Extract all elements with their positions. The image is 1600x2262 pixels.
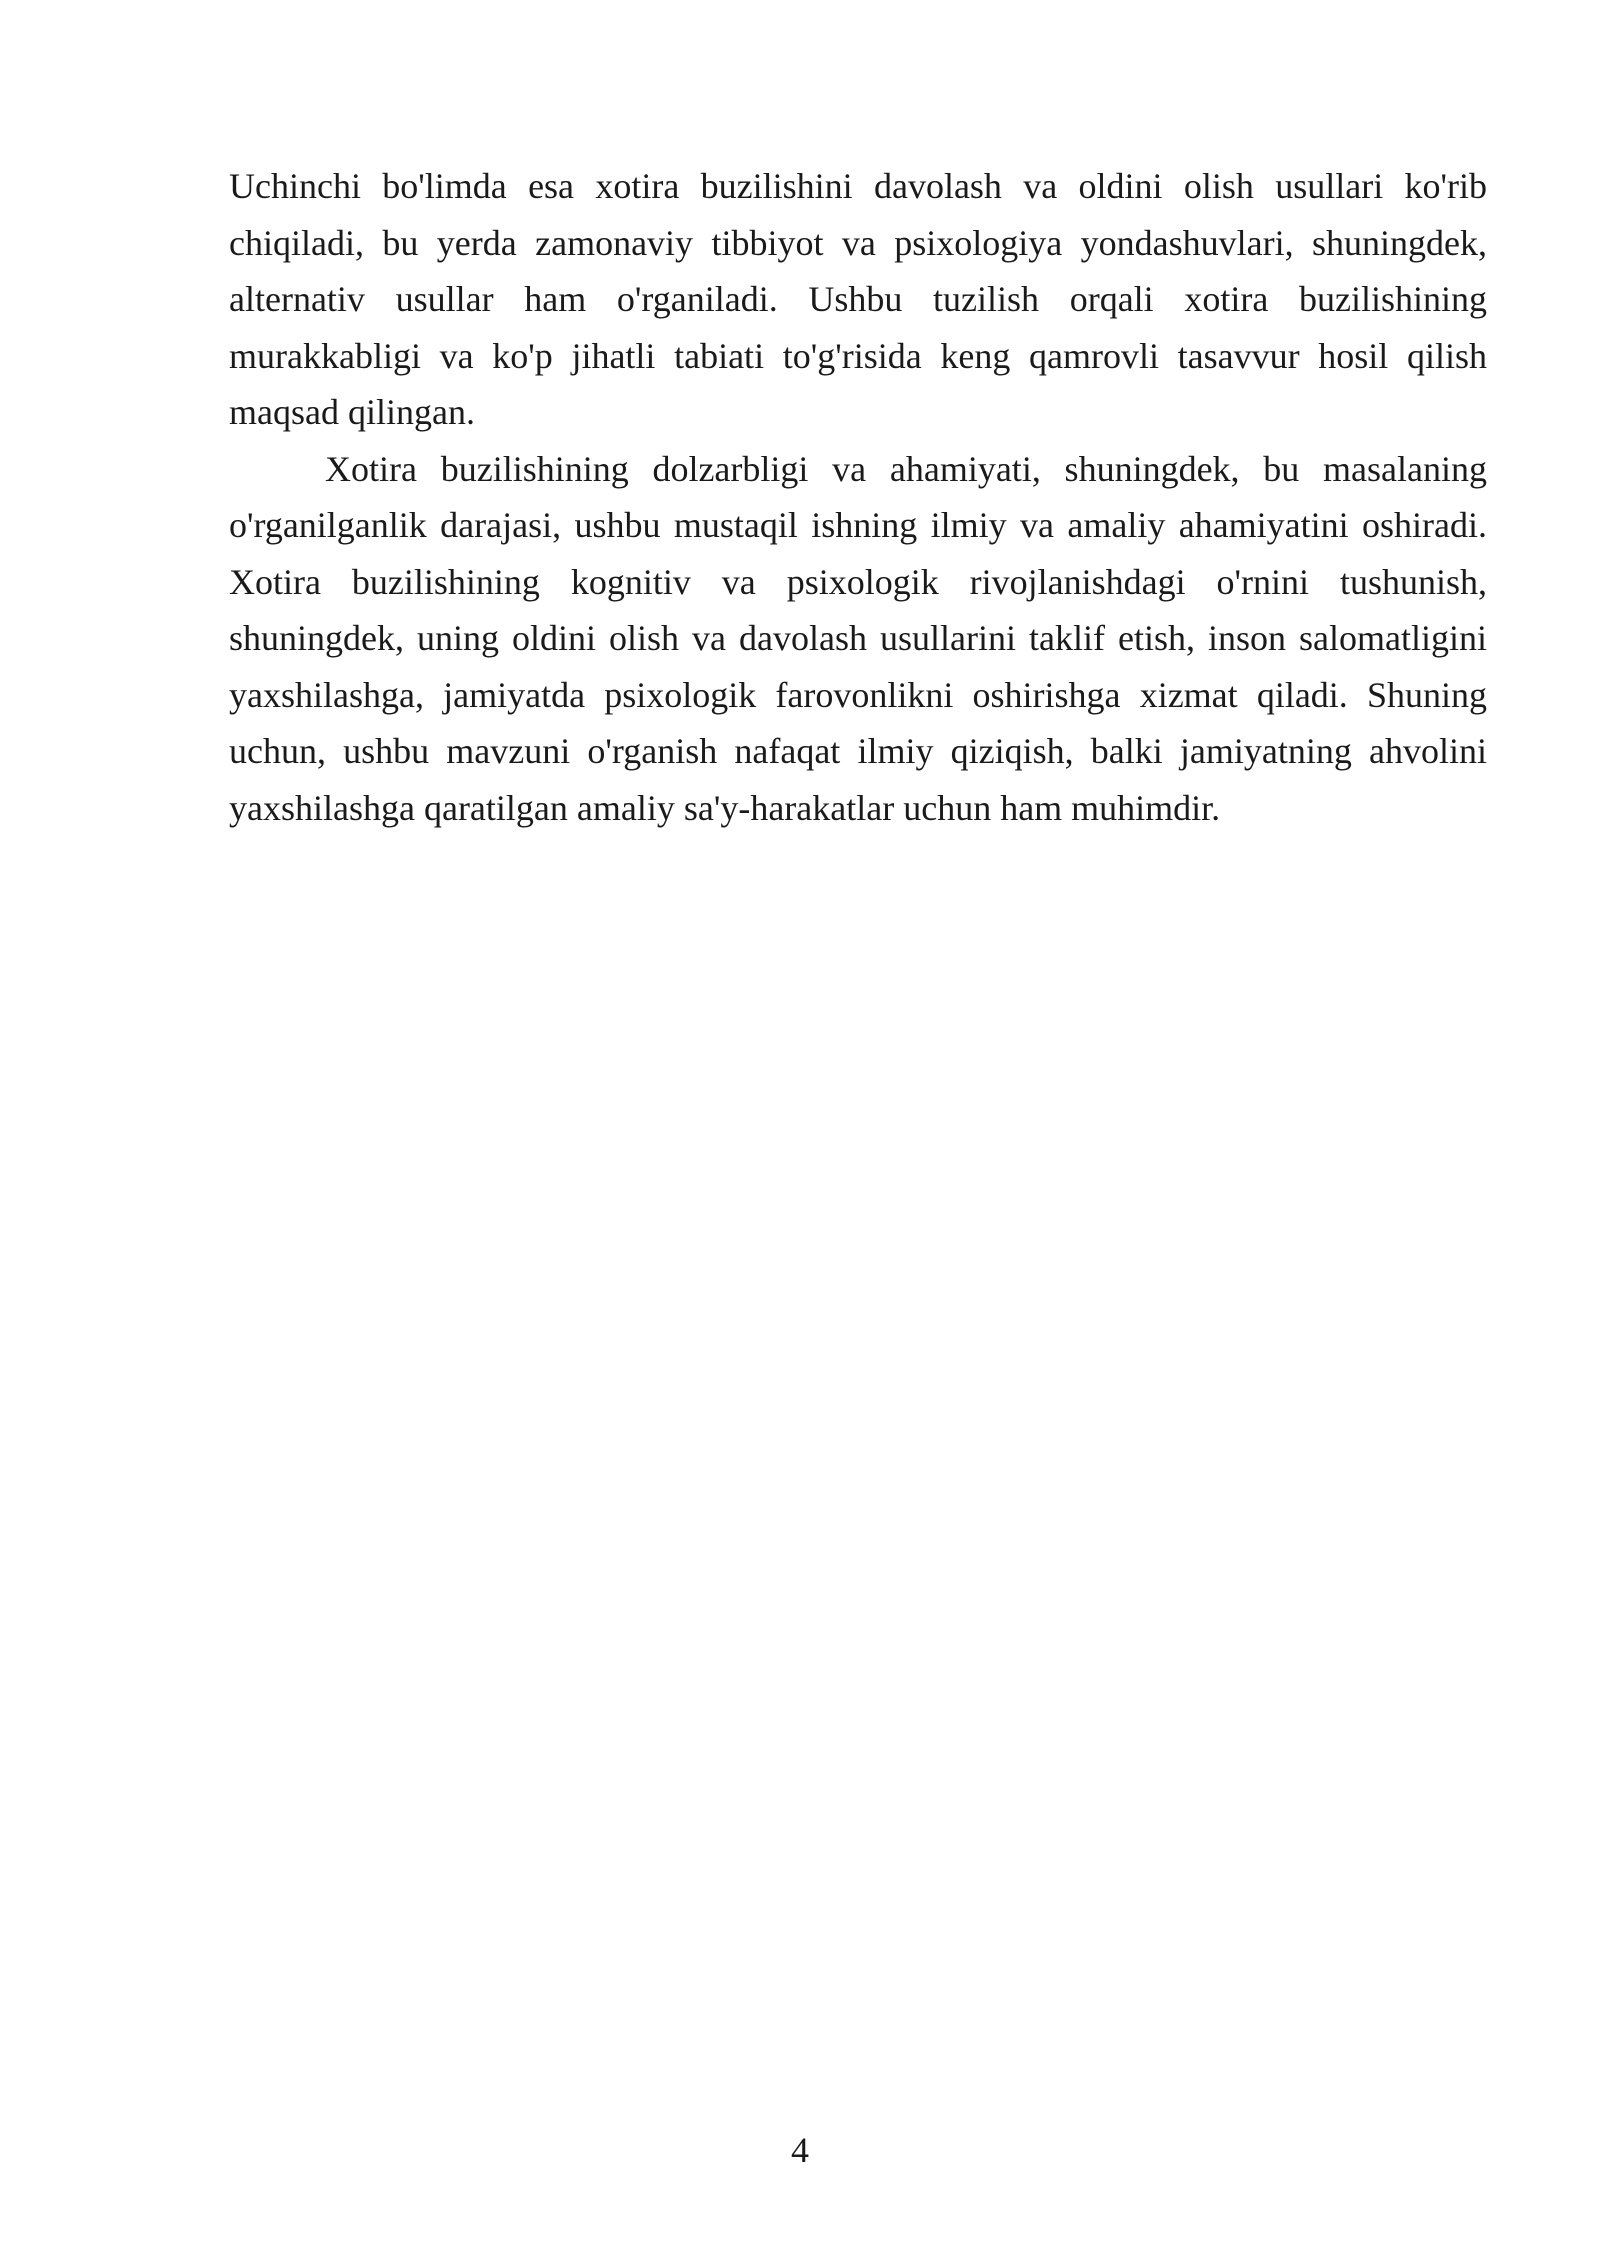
paragraph-2: Xotira buzilishining dolzarbligi va ahamiyati, shuningdek, bu masalaning o'rganilganlik darajasi, ushbu mustaqil ishning ilmiy va amaliy ahamiyatini oshiradi. Xotira buzilishining kognitiv va psixologik rivojlanishdagi o'rnini tushunish, shuningdek, uning oldini olish va davolash usullarini taklif etish, inson salomatligini yaxshilashga, jamiyatda psixologik farovonlikni oshirishga xizmat qiladi. Shuning uchun, ushbu mavzuni o'rganish nafaqat ilmiy qiziqish, balki jamiyatning ahvolini yaxshilashga qaratilgan amaliy sa'y-harakatlar uchun ham muhimdir. bbox=[229, 448, 1487, 828]
paragraph-1: Uchinchi bo'limda esa xotira buzilishini davolash va oldini olish usullari ko'rib chiqiladi, bu yerda zamonaviy tibbiyot va psixologiya yondashuvlari, shuningdek, alternativ usullar ham o'rganiladi. Ushbu tuzilish orqali xotira buzilishining murakkabligi va ko'p jihatli tabiati to'g'risida keng qamrovli tasavvur hosil qilish maqsad qilingan. bbox=[229, 166, 1487, 432]
page-number: 4 bbox=[791, 2130, 809, 2170]
body-text bbox=[229, 158, 1487, 836]
